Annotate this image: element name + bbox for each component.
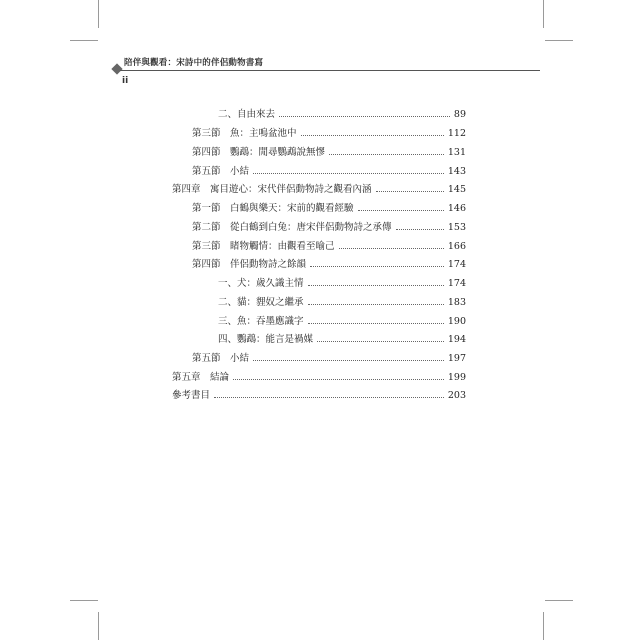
toc-leader-dots (329, 146, 444, 155)
toc-leader-dots (317, 333, 444, 342)
toc-leader-dots (253, 352, 444, 361)
toc-leader-dots (214, 389, 444, 398)
toc-entry-page: 143 (447, 166, 466, 177)
toc-entry-page: 190 (447, 316, 466, 327)
toc-entry (192, 258, 466, 270)
toc-entry-label: 三、魚：吞墨應識字 (218, 316, 304, 327)
header-diamond-icon (111, 63, 122, 74)
crop-mark-bottom-right (543, 612, 544, 640)
toc-entry-label: 二、自由來去 (218, 109, 276, 120)
crop-mark-left-top (70, 40, 98, 41)
toc-entry (218, 333, 466, 345)
toc-entry (192, 127, 466, 139)
toc-leader-dots (396, 221, 444, 230)
toc-entry (192, 146, 466, 158)
toc-entry-label: 第五章 結論 (172, 372, 230, 383)
toc-entry-page: 146 (447, 203, 466, 214)
toc-leader-dots (310, 258, 444, 267)
toc-entry-label: 第二節 從白鶴到白兔：唐宋伴侶動物詩之承傳 (192, 222, 392, 233)
toc-entry-page: 145 (447, 184, 466, 195)
toc-entry (172, 371, 466, 383)
toc-leader-dots (308, 296, 444, 305)
toc-entry-page: 174 (447, 278, 466, 289)
toc-leader-dots (279, 108, 450, 117)
toc-entry-page: 89 (453, 109, 466, 120)
toc-entry-label: 四、鸚鵡：能言是禍媒 (218, 334, 314, 345)
toc-entry-page: 153 (447, 222, 466, 233)
toc-entry (192, 240, 466, 252)
toc-entry-label: 第三節 魚：主鳴盆池中 (192, 128, 297, 139)
toc-entry-page: 174 (447, 259, 466, 270)
toc-entry-label: 第三節 睹物觸情：由觀看至喻己 (192, 241, 335, 252)
toc-entry-label: 第五節 小結 (192, 353, 250, 364)
toc-entry-page: 203 (447, 390, 466, 401)
toc-entry (218, 108, 466, 120)
toc-entry-page: 199 (447, 372, 466, 383)
toc-entry-label: 一、犬：歲久識主情 (218, 278, 304, 289)
header-rule (120, 70, 540, 71)
crop-mark-top-right (543, 0, 544, 28)
crop-mark-top-left (98, 0, 99, 28)
toc-leader-dots (253, 165, 444, 174)
toc-entry-page: 194 (447, 334, 466, 345)
toc-entry-page: 112 (447, 128, 466, 139)
toc-entry (192, 221, 466, 233)
toc-entry-page: 131 (447, 147, 466, 158)
toc-leader-dots (301, 127, 444, 136)
toc-entry (192, 165, 466, 177)
toc-entry (218, 296, 466, 308)
toc-entry-page: 183 (447, 297, 466, 308)
toc-entry-page: 197 (447, 353, 466, 364)
toc-entry (172, 389, 466, 401)
toc-leader-dots (308, 277, 444, 286)
toc-leader-dots (233, 371, 444, 380)
toc-entry-label: 第五節 小結 (192, 166, 250, 177)
toc-entry (218, 315, 466, 327)
page-number: ii (122, 76, 129, 86)
toc-entry (218, 277, 466, 289)
toc-entry (192, 352, 466, 364)
toc-leader-dots (308, 315, 444, 324)
running-header-title: 陪伴與觀看：宋詩中的伴侶動物書寫 (124, 58, 264, 68)
toc-entry-label: 二、貓：貍奴之繼承 (218, 297, 304, 308)
toc-leader-dots (358, 202, 444, 211)
crop-mark-bottom-left (98, 612, 99, 640)
toc-entry-label: 參考書目 (172, 390, 211, 401)
toc-entry-label: 第四節 伴侶動物詩之餘韻 (192, 259, 307, 270)
toc-entry (172, 183, 466, 195)
toc-leader-dots (376, 183, 444, 192)
crop-mark-right-bottom (545, 600, 573, 601)
toc-leader-dots (339, 240, 444, 249)
toc-entry (192, 202, 466, 214)
toc-entry-label: 第四章 寓目遊心：宋代伴侶動物詩之觀看內涵 (172, 184, 372, 195)
toc-entry-page: 166 (447, 241, 466, 252)
crop-mark-left-bottom (70, 600, 98, 601)
toc-entry-label: 第一節 白鶴與樂天：宋前的觀看經驗 (192, 203, 354, 214)
crop-mark-right-top (545, 40, 573, 41)
toc-entry-label: 第四節 鸚鵡：閒尋鸚鵡說無憀 (192, 147, 326, 158)
